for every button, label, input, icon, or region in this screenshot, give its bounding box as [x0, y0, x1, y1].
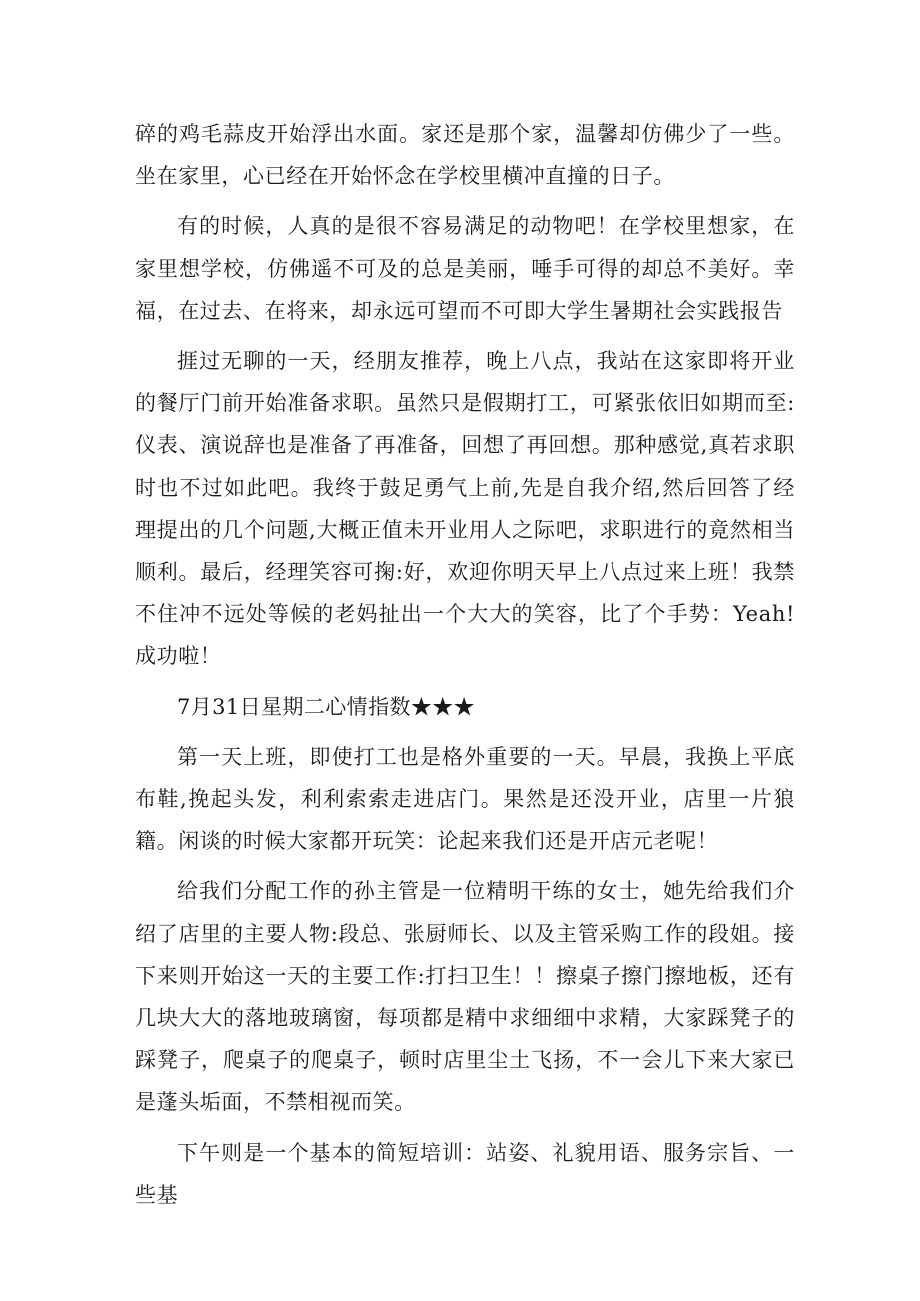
paragraph-1: 碎的鸡毛蒜皮开始浮出水面。家还是那个家，温馨却仿佛少了一些。坐在家里，心已经在开始怀念在学校里横冲直撞的日子。: [135, 122, 795, 189]
article-body: [135, 113, 795, 1224]
date-heading: 7月31日星期二心情指数★★★: [177, 694, 476, 719]
paragraph-3: 捱过无聊的一天，经朋友推荐，晚上八点，我站在这家即将开业的餐厅门前开始准备求职。虽然只是假期打工，可紧张依旧如期而至:仪表、演说辞也是准备了再准备，回想了再回想。那种感觉,真若求职时也不过如此吧。我终于鼓足勇气上前,先是自我介绍,然后回答了经理提出的几个问题,大概正值未开业用人之际吧，求职进行的竟然相当顺利。最后，经理笑容可掬:好，欢迎你明天早上八点过来上班！我禁不住冲不远处等候的老妈扯出一个大大的笑容，比了个手势：Yeah!成功啦！: [135, 349, 795, 669]
paragraph-5: 给我们分配工作的孙主管是一位精明干练的女士，她先给我们介绍了店里的主要人物:段总、张厨师长、以及主管采购工作的段姐。接下来则开始这一天的主要工作:打扫卫生！！擦桌子擦门擦地板，还有几块大大的落地玻璃窗，每项都是精中求细细中求精，大家踩凳子的踩凳子，爬桌子的爬桌子，顿时店里尘土飞扬，不一会儿下来大家已是蓬头垢面，不禁相视而笑。: [135, 879, 795, 1115]
paragraph-6: 下午则是一个基本的简短培训：站姿、礼貌用语、服务宗旨、一些基: [135, 1140, 795, 1207]
paragraph-4: 第一天上班，即使打工也是格外重要的一天。早晨，我换上平底布鞋,挽起头发，利利索索走进店门。果然是还没开业，店里一片狼籍。闲谈的时候大家都开玩笑：论起来我们还是开店元老呢！: [135, 744, 795, 854]
paragraph-2: 有的时候，人真的是很不容易满足的动物吧！在学校里想家，在家里想学校，仿佛遥不可及的总是美丽，唾手可得的却总不美好。幸福，在过去、在将来，却永远可望而不可即大学生暑期社会实践报告: [135, 214, 795, 323]
